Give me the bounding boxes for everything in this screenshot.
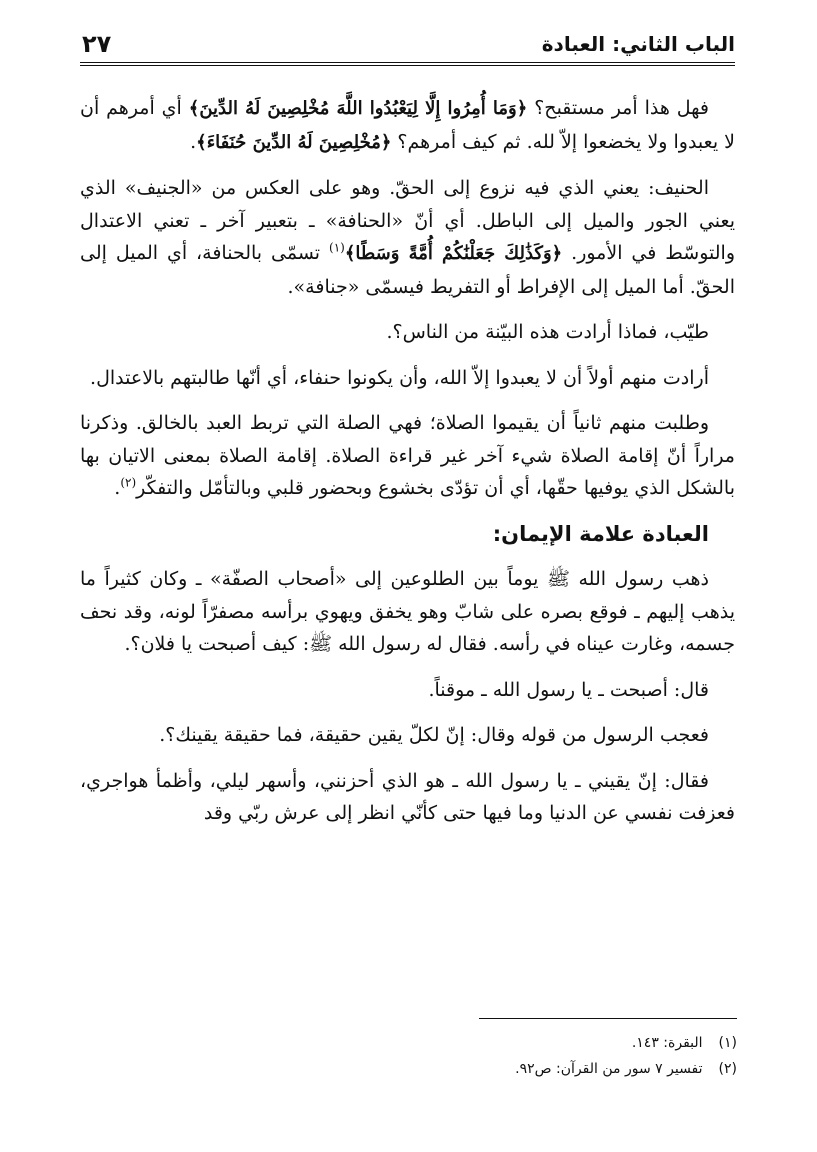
paragraph-8: فعجب الرسول من قوله وقال: إنّ لكلّ يقين حقيقة، فما حقيقة يقينك؟. (159, 724, 709, 746)
p1-text-c: . (190, 130, 197, 153)
paragraph-6: ذهب رسول الله ﷺ يوماً بين الطلوعين إلى «أصحاب الصفّة» ـ وكان كثيراً ما يذهب إليهم ـ فوقع بصره على شابّ وهو يخفق ويهوي برأسه مصفرّاً لونه، وقد نحف جسمه، وغارت عيناه في رأسه. فقال له رسول الله ﷺ: كيف أصبحت يا فلان؟. (80, 568, 735, 655)
p1-text-b: أي أمرهم أن لا يعبدوا ولا يخضعوا إلاّ لله. ثم كيف أمرهم؟ (80, 97, 735, 153)
page-number: ٢٧ (82, 30, 112, 58)
footnote-text: البقرة: ١٤٣. (631, 1035, 703, 1051)
paragraph-1 (80, 92, 735, 159)
section-heading: العبادة علامة الإيمان: (492, 521, 709, 546)
main-text (80, 92, 735, 843)
quran-verse-1: ﴿وَمَا أُمِرُوا إِلَّا لِيَعْبُدُوا اللَّهَ مُخْلِصِينَ لَهُ الدِّينَ﴾ (188, 98, 528, 119)
quran-verse-2: ﴿مُخْلِصِينَ لَهُ الدِّينَ حُنَفَاءَ﴾ (196, 131, 392, 153)
footnote-rule (479, 1018, 737, 1019)
header-double-rule (80, 62, 735, 66)
paragraph-2 (80, 172, 735, 303)
running-header (80, 28, 735, 62)
p5-text-b: . (114, 477, 121, 499)
p1-text-a: فهل هذا أمر مستقبح؟ (527, 97, 709, 119)
footnote-ref-1[interactable]: (١) (329, 240, 345, 255)
footnote-number: (١) (718, 1035, 737, 1051)
paragraph-9: فقال: إنّ يقيني ـ يا رسول الله ـ هو الذي أحزنني، وأسهر ليلي، وأظمأ هواجري، فعزفت نفسي عن الدنيا وما فيها حتى كأنّي انظر إلى عرش ربّي وقد (80, 769, 735, 824)
quran-verse-3: ﴿وَكَذَٰلِكَ جَعَلْنَٰكُمْ أُمَّةً وَسَطًا﴾ (344, 243, 563, 264)
chapter-title: الباب الثاني: العبادة (541, 32, 735, 56)
footnote-number: (٢) (718, 1061, 737, 1077)
footnote-1 (337, 1030, 737, 1056)
footnote-ref-2[interactable]: (٢) (120, 475, 137, 490)
footnote-2 (337, 1056, 737, 1082)
p2-text-a: الحنيف: يعني الذي فيه نزوع إلى الحقّ. وهو على العكس من «الجنيف» الذي يعني الجور والميل إلى الباطل. أي أنّ «الحنافة» ـ بتعبير آخر ـ تعني الاعتدال والتوسّط في الأمور. (80, 177, 736, 264)
p2-text-b: تسمّى بالحنافة، أي الميل إلى الحقّ. أما الميل إلى الإفراط أو التفريط فيسمّى «جنافة». (80, 242, 735, 298)
paragraph-4: أرادت منهم أولاً أن لا يعبدوا إلاّ الله، وأن يكونوا حنفاء، أي أنّها طالبتهم بالاعتدال. (90, 366, 709, 389)
paragraph-7: قال: أصبحت ـ يا رسول الله ـ موقناً. (428, 678, 709, 701)
footnote-text: تفسير ٧ سور من القرآن: ص٩٢. (515, 1061, 703, 1077)
footnotes (337, 1030, 737, 1082)
paragraph-3: طيّب، فماذا أرادت هذه البيّنة من الناس؟. (386, 321, 709, 343)
p5-text-a: وطلبت منهم ثانياً أن يقيموا الصلاة؛ فهي الصلة التي تربط العبد بالخالق. وذكرنا مراراً أنّ إقامة الصلاة شيء آخر غير قراءة الصلاة. إقامة الصلاة بمعنى الاتيان بها بالشكل الذي يوفيها حقّها، أي أن تؤدّى بخشوع وبحضور قلبي وبالتأمّل والتفكّر (80, 412, 735, 499)
paragraph-5 (80, 407, 735, 505)
